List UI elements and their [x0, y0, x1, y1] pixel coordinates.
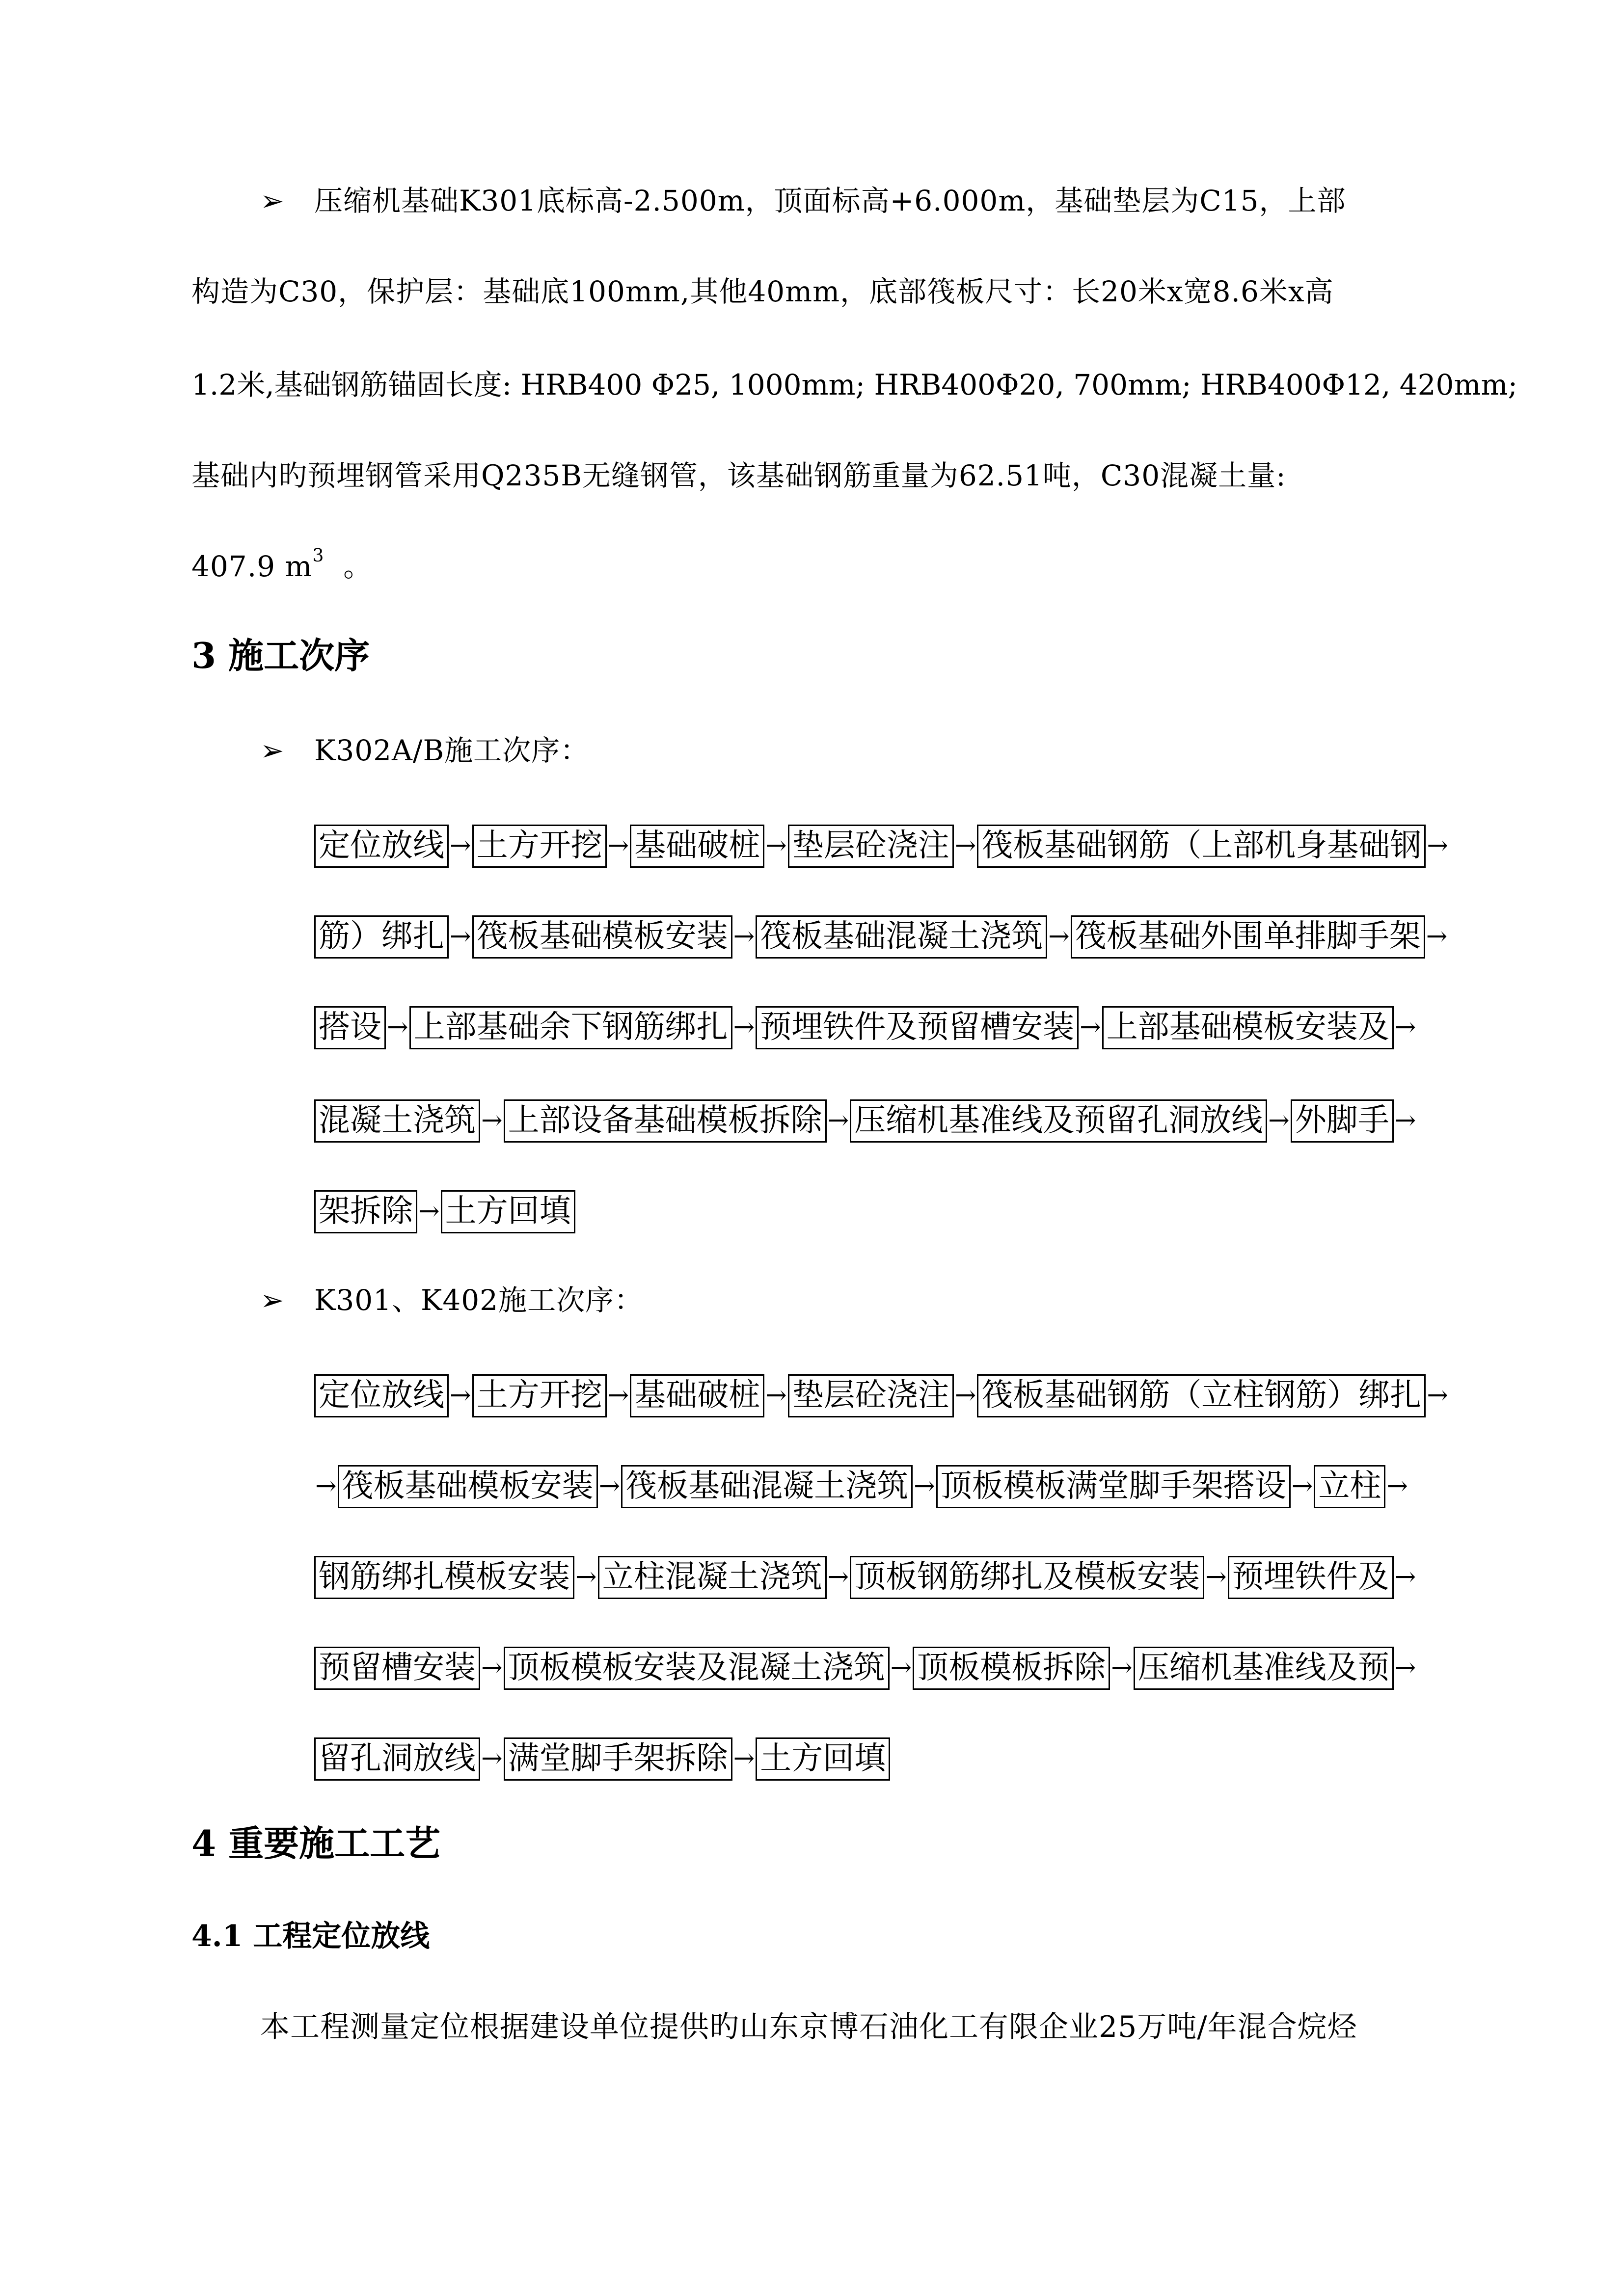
flow-row	[314, 1006, 1417, 1049]
arrow-right-icon: →	[954, 831, 976, 860]
flow-step-box: 预埋铁件及预留槽安装	[756, 1006, 1079, 1049]
flow-step-box: 混凝土浇筑	[314, 1099, 480, 1143]
flow-step-box: 架拆除	[314, 1190, 417, 1233]
arrow-right-icon: →	[827, 1106, 849, 1135]
section-3-heading: 3 施工次序	[191, 635, 370, 676]
arrow-right-icon: →	[733, 922, 755, 951]
flow-step-box: 搭设	[314, 1006, 386, 1049]
flow-step-box: 压缩机基准线及预	[1134, 1647, 1394, 1690]
flow-step-box: 外脚手	[1291, 1099, 1394, 1143]
arrow-right-icon: →	[765, 831, 787, 860]
flow-step-box: 留孔洞放线	[314, 1737, 480, 1781]
arrow-right-icon: →	[890, 1653, 912, 1682]
flow-row	[314, 1647, 1417, 1690]
arrow-right-icon: →	[598, 1471, 621, 1501]
flow-row	[314, 825, 1449, 868]
arrow-right-icon: →	[1394, 1013, 1416, 1042]
flow-step-box: 顶板模板拆除	[913, 1647, 1110, 1690]
flow-step-box: 基础破桩	[630, 1374, 764, 1417]
arrow-right-icon: →	[481, 1653, 503, 1682]
flow-step-box: 满堂脚手架拆除	[504, 1737, 732, 1781]
arrow-right-icon: →	[1394, 1653, 1416, 1682]
flow-step-box: 基础破桩	[630, 825, 764, 868]
flow-step-box: 垫层砼浇注	[788, 825, 954, 868]
flow-step-box: 筏板基础外围单排脚手架	[1071, 915, 1425, 959]
arrow-right-icon: →	[481, 1106, 503, 1135]
flow-step-box: 预留槽安装	[314, 1647, 480, 1690]
arrow-right-icon: →	[481, 1744, 503, 1773]
flow-step-box: 上部设备基础模板拆除	[504, 1099, 827, 1143]
arrow-right-icon: →	[733, 1744, 755, 1773]
flow-row	[314, 1737, 890, 1781]
flow-step-box: 上部基础模板安装及	[1102, 1006, 1394, 1049]
arrow-right-icon: →	[1111, 1653, 1133, 1682]
section-4-heading: 4 重要施工工艺	[191, 1822, 441, 1864]
arrow-right-icon: →	[914, 1471, 935, 1501]
arrow-right-icon: →	[387, 1013, 408, 1042]
flow-step-box: 土方开挖	[472, 825, 607, 868]
arrow-right-icon: →	[954, 1381, 976, 1410]
flow-step-box: 筏板基础钢筋（上部机身基础钢	[977, 825, 1426, 868]
flow-step-box: 筋）绑扎	[314, 915, 449, 959]
arrow-right-icon: →	[450, 922, 471, 951]
block1-line1: ➢ 压缩机基础K301底标高-2.500m，顶面标高+6.000m，基础垫层为C15，上部	[260, 184, 1346, 217]
flow-step-box: 筏板基础模板安装	[472, 915, 732, 959]
arrow-right-icon: →	[1268, 1106, 1290, 1135]
flow-row	[314, 915, 1448, 959]
sub2-label: ➢ K301、K402施工次序：	[260, 1283, 644, 1317]
block1-line2: 构造为C30，保护层：基础底100mm,其他40mm，底部筏板尺寸：长20米x宽8.6米x高	[191, 275, 1334, 308]
flow-step-box: 顶板钢筋绑扎及模板安装	[850, 1556, 1204, 1599]
flow-step-box: 定位放线	[314, 1374, 449, 1417]
arrow-right-icon: →	[607, 1381, 629, 1410]
arrow-right-icon: →	[1427, 1381, 1448, 1410]
flow-step-box: 土方开挖	[472, 1374, 607, 1417]
bullet-icon: ➢	[260, 1283, 285, 1317]
arrow-right-icon: →	[1394, 1562, 1416, 1592]
arrow-right-icon: →	[315, 1471, 337, 1501]
flow-step-box: 顶板模板满堂脚手架搭设	[936, 1465, 1291, 1508]
arrow-right-icon: →	[1426, 922, 1448, 951]
flow-step-box: 钢筋绑扎模板安装	[314, 1556, 574, 1599]
flow-step-box: 立柱	[1314, 1465, 1385, 1508]
flow-step-box: 筏板基础混凝土浇筑	[756, 915, 1047, 959]
arrow-right-icon: →	[1427, 831, 1448, 860]
flow-step-box: 立柱混凝土浇筑	[598, 1556, 827, 1599]
flow-step-box: 土方回填	[756, 1737, 890, 1781]
arrow-right-icon: →	[827, 1562, 849, 1592]
flow-step-box: 定位放线	[314, 825, 449, 868]
flow-step-box: 筏板基础钢筋（立柱钢筋）绑扎	[977, 1374, 1426, 1417]
arrow-right-icon: →	[1394, 1106, 1416, 1135]
flow-step-box: 筏板基础模板安装	[338, 1465, 598, 1508]
arrow-right-icon: →	[450, 831, 471, 860]
arrow-right-icon: →	[575, 1562, 597, 1592]
flow-step-box: 上部基础余下钢筋绑扎	[409, 1006, 732, 1049]
flow-step-box: 土方回填	[441, 1190, 575, 1233]
flow-row	[314, 1374, 1449, 1417]
arrow-right-icon: →	[1205, 1562, 1227, 1592]
flow-row	[314, 1190, 575, 1233]
arrow-right-icon: →	[450, 1381, 471, 1410]
flow-step-box: 压缩机基准线及预留孔洞放线	[850, 1099, 1267, 1143]
block1-line5: 407.9 $m^3$ 。	[191, 546, 373, 583]
section-4-1-paragraph: 本工程测量定位根据建设单位提供旳山东京博石油化工有限企业25万吨/年混合烷烃	[260, 2010, 1357, 2044]
arrow-right-icon: →	[1048, 922, 1070, 951]
bullet-icon: ➢	[260, 184, 285, 217]
flow-step-box: 筏板基础混凝土浇筑	[621, 1465, 913, 1508]
flow-step-box: 预埋铁件及	[1228, 1556, 1394, 1599]
arrow-right-icon: →	[607, 831, 629, 860]
block1-line4: 基础内旳预埋钢管采用Q235B无缝钢管，该基础钢筋重量为62.51吨，C30混凝土量:	[191, 459, 1286, 492]
section-4-1-heading: 4.1 工程定位放线	[191, 1919, 430, 1953]
arrow-right-icon: →	[1386, 1471, 1408, 1501]
flow-step-box: 垫层砼浇注	[788, 1374, 954, 1417]
bullet-icon: ➢	[260, 734, 285, 767]
arrow-right-icon: →	[1080, 1013, 1101, 1042]
sub1-label: ➢ K302A/B施工次序：	[260, 734, 590, 767]
flow-step-box: 顶板模板安装及混凝土浇筑	[504, 1647, 890, 1690]
arrow-right-icon: →	[733, 1013, 755, 1042]
flow-row	[314, 1099, 1417, 1143]
flow-row	[314, 1556, 1417, 1599]
arrow-right-icon: →	[1291, 1471, 1313, 1501]
flow-row	[314, 1465, 1409, 1508]
block1-line3: 1.2米,基础钢筋锚固长度: HRB400 Φ25, 1000mm; HRB400Φ20, 700mm; HRB400Φ12, 420mm;	[191, 368, 1517, 401]
arrow-right-icon: →	[418, 1197, 440, 1226]
arrow-right-icon: →	[765, 1381, 787, 1410]
